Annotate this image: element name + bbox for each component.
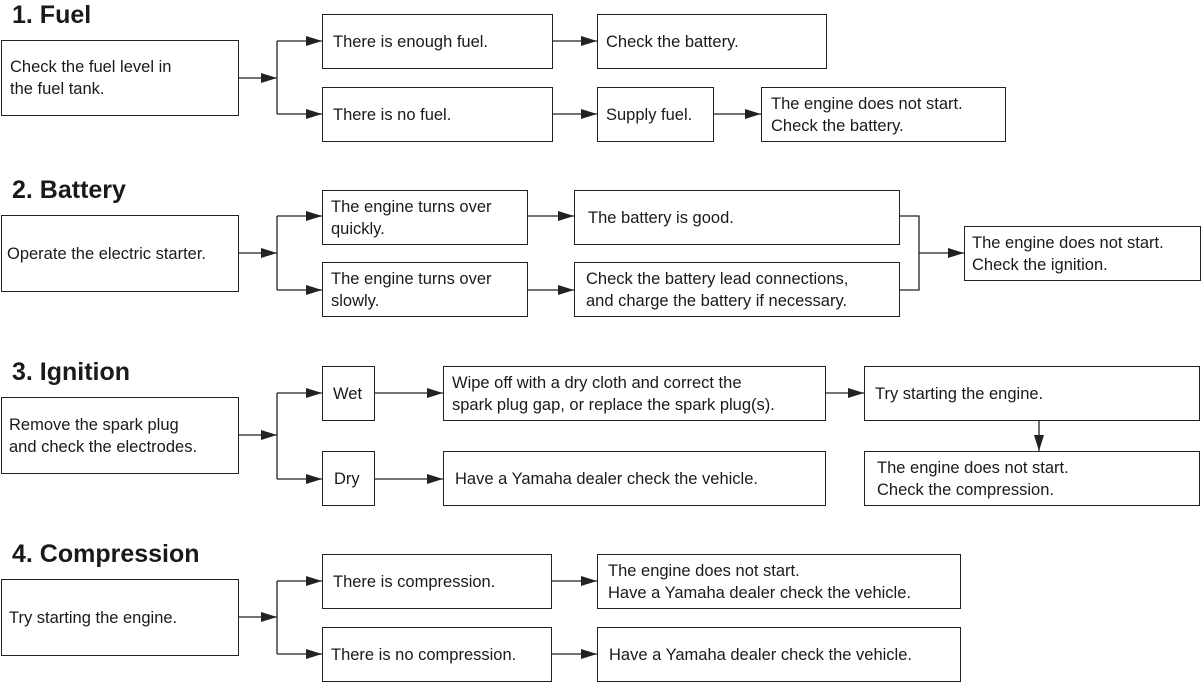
fuel-check-battery-text: Check the battery.	[606, 32, 739, 51]
battery-start-text: Operate the electric starter.	[7, 244, 207, 263]
ignition-start-box	[1, 397, 239, 474]
fuel-supply-box	[597, 87, 714, 142]
battery-quick-line-1: The engine turns over	[331, 197, 492, 216]
ignition-no-start-line-1: The engine does not start.	[877, 458, 1069, 477]
ignition-wipe-box	[443, 366, 826, 421]
heading-compression: 4. Compression	[12, 540, 200, 568]
fuel-enough-text: There is enough fuel.	[333, 32, 489, 51]
ignition-wet-text: Wet	[333, 384, 363, 403]
fuel-start-line-1: Check the fuel level in	[10, 58, 172, 76]
fuel-none-text: There is no fuel.	[333, 105, 452, 124]
ignition-wipe-line-1: Wipe off with a dry cloth and correct the	[452, 373, 742, 392]
battery-slow-line-1: The engine turns over	[331, 269, 492, 288]
battery-start-box	[1, 215, 239, 292]
ignition-dealer-text: Have a Yamaha dealer check the vehicle.	[455, 469, 758, 488]
battery-quick-box	[322, 190, 528, 245]
battery-good-box	[574, 190, 900, 245]
compression-yes-box	[322, 554, 552, 609]
heading-fuel: 1. Fuel	[12, 1, 92, 29]
fuel-supply-text: Supply fuel.	[606, 105, 693, 124]
compression-no-box	[322, 627, 552, 682]
fuel-no-start-line-1: The engine does not start.	[771, 94, 963, 113]
fuel-none-box	[322, 87, 553, 142]
battery-quick-line-2: quickly.	[331, 219, 385, 238]
compression-no-start-line-2: Have a Yamaha dealer check the vehicle.	[608, 583, 911, 602]
compression-dealer-text: Have a Yamaha dealer check the vehicle.	[609, 645, 912, 664]
fuel-no-start-box	[761, 87, 1006, 142]
ignition-dealer-box	[443, 451, 826, 506]
ignition-no-start-line-2: Check the compression.	[877, 480, 1054, 499]
battery-charge-line-2: and charge the battery if necessary.	[586, 291, 848, 310]
compression-yes-text: There is compression.	[333, 572, 496, 591]
compression-no-start-box	[597, 554, 961, 609]
compression-start-box	[1, 579, 239, 656]
battery-no-start-box	[964, 226, 1201, 281]
fuel-enough-box	[322, 14, 553, 69]
ignition-wipe-line-2: spark plug gap, or replace the spark plug(s).	[452, 395, 775, 414]
compression-no-start-line-1: The engine does not start.	[608, 561, 800, 580]
heading-ignition: 3. Ignition	[12, 358, 131, 386]
ignition-try-box	[864, 366, 1200, 421]
ignition-try-text: Try starting the engine.	[875, 384, 1044, 403]
battery-no-start-line-2: Check the ignition.	[972, 255, 1108, 274]
battery-no-start-line-1: The engine does not start.	[972, 233, 1164, 252]
battery-charge-box	[574, 262, 900, 317]
ignition-no-start-box	[864, 451, 1200, 506]
heading-battery: 2. Battery	[12, 176, 126, 204]
ignition-start-line-1: Remove the spark plug	[9, 415, 179, 434]
fuel-start-box	[1, 40, 239, 116]
fuel-no-start-line-2: Check the battery.	[771, 116, 904, 135]
ignition-start-line-2: and check the electrodes.	[9, 437, 198, 456]
compression-no-text: There is no compression.	[331, 645, 517, 664]
battery-charge-line-1: Check the battery lead connections,	[586, 269, 849, 288]
battery-good-text: The battery is good.	[588, 208, 734, 227]
battery-slow-line-2: slowly.	[331, 291, 380, 310]
battery-slow-box	[322, 262, 528, 317]
compression-dealer-box	[597, 627, 961, 682]
ignition-wet-box	[322, 366, 375, 421]
fuel-start-line-2: the fuel tank.	[10, 80, 105, 98]
ignition-dry-box	[322, 451, 375, 506]
ignition-dry-text: Dry	[334, 469, 360, 488]
fuel-check-battery-box	[597, 14, 827, 69]
compression-start-text: Try starting the engine.	[9, 608, 178, 627]
